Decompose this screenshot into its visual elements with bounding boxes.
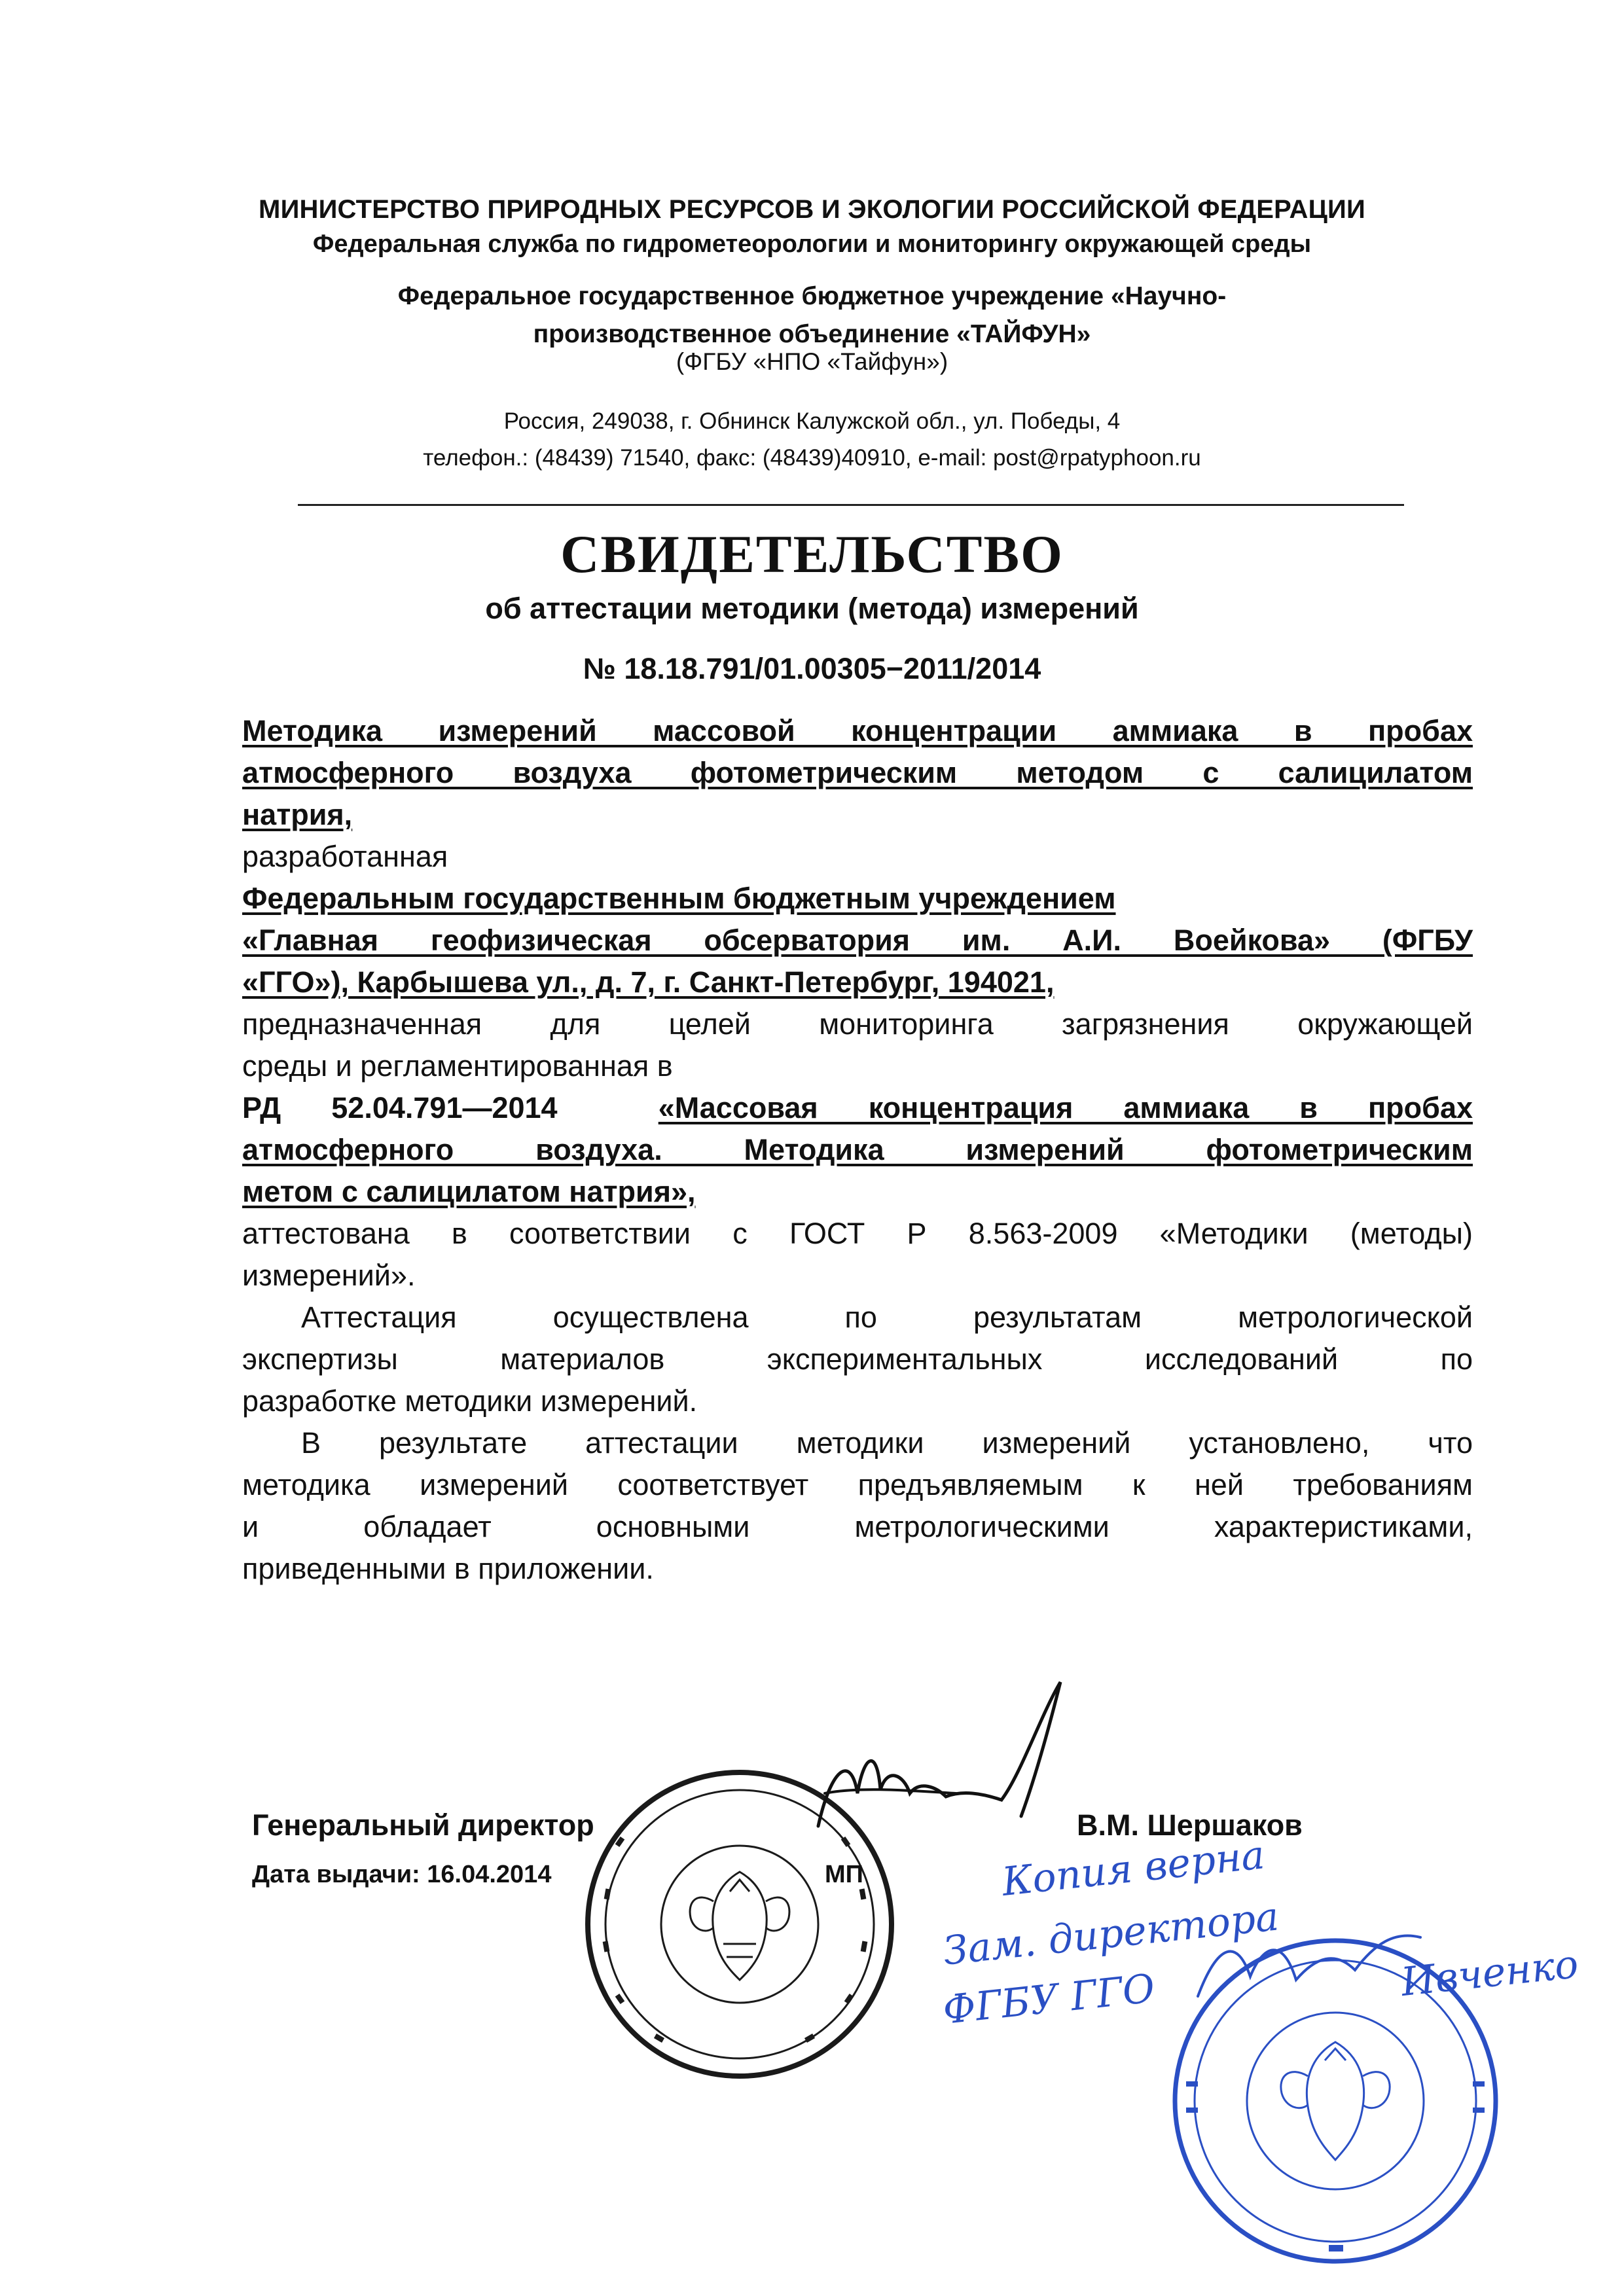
certificate-number: № 18.18.791/01.00305−2011/2014 [583, 652, 1041, 685]
rd-title-line-3: метом с салицилатом натрия», [242, 1175, 696, 1208]
developer-line-3: «ГГО»), Карбышева ул., д. 7, г. Санкт-Петербург, 194021, [242, 965, 1055, 999]
document-title: СВИДЕТЕЛЬСТВО [560, 524, 1064, 584]
paragraph-2-line-2: методика измерений соответствует предъявляемым к ней требованиям [242, 1468, 1473, 1501]
developer-line-2: «Главная геофизическая обсерватория им. А.И. Воейкова» (ФГБУ [242, 924, 1473, 957]
method-title-line-1: Методика измерений массовой концентрации аммиака в пробах [242, 714, 1473, 747]
paragraph-2-line-4: приведенными в приложении. [242, 1552, 654, 1585]
certified-line-2: измерений». [242, 1259, 416, 1292]
director-signature [805, 1676, 1080, 1846]
copy-certified-organization: ФГБУ ГГО [941, 1965, 1157, 2034]
document-subtitle: об аттестации методики (метода) измерений [485, 592, 1139, 625]
rd-code: РД 52.04.791—2014 [242, 1091, 558, 1124]
rd-title-line-1: «Массовая концентрация аммиака в пробах [658, 1091, 1473, 1124]
institution-line-2: производственное объединение «ТАЙФУН» [533, 320, 1091, 348]
method-title-line-2: атмосферного воздуха фотометрическим методом с салицилатом [242, 756, 1473, 789]
certified-line-1: аттестована в соответствии с ГОСТ Р 8.563-2009 «Методики (методы) [242, 1217, 1473, 1250]
director-position: Генеральный директор [252, 1808, 594, 1842]
institution-short: (ФГБУ «НПО «Тайфун») [676, 348, 948, 375]
developed-by-label: разработанная [242, 840, 448, 873]
director-name: В.М. Шершаков [1077, 1808, 1303, 1842]
developer-line-1: Федеральным государственным бюджетным учреждением [242, 882, 1116, 915]
paragraph-2-line-3: и обладает основными метрологическими характеристиками, [242, 1510, 1473, 1543]
paragraph-1-line-2: экспертизы материалов экспериментальных исследований по [242, 1342, 1473, 1376]
paragraph-2-line-1: В результате аттестации методики измерений установлено, что [301, 1426, 1473, 1460]
ministry-name: МИНИСТЕРСТВО ПРИРОДНЫХ РЕСУРСОВ И ЭКОЛОГИИ РОССИЙСКОЙ ФЕДЕРАЦИИ [259, 195, 1365, 224]
issue-date: Дата выдачи: 16.04.2014 [252, 1861, 552, 1888]
copy-certified-signer: Ивченко [1399, 1941, 1581, 2006]
paragraph-1-line-1: Аттестация осуществлена по результатам метрологической [301, 1300, 1473, 1334]
copy-certified-signature [1191, 1918, 1427, 2016]
stamp-place-label: МП [825, 1861, 863, 1888]
rd-title-line-2: атмосферного воздуха. Методика измерений фотометрическим [242, 1133, 1473, 1166]
paragraph-1-line-3: разработке методики измерений. [242, 1384, 698, 1418]
header-divider [298, 504, 1404, 506]
purpose-line-2: среды и регламентированная в [242, 1049, 673, 1083]
purpose-line-1: предназначенная для целей мониторинга загрязнения окружающей [242, 1007, 1473, 1041]
method-title-line-3: натрия, [242, 798, 353, 831]
institution-line-1: Федеральное государственное бюджетное учреждение «Научно- [397, 282, 1227, 310]
service-name: Федеральная служба по гидрометеорологии и мониторингу окружающей среды [312, 230, 1312, 258]
contacts: телефон.: (48439) 71540, факс: (48439)40910, e-mail: post@rpatyphoon.ru [423, 445, 1201, 471]
copy-certified-position: Зам. директора [941, 1893, 1281, 1975]
certificate-body [242, 710, 1473, 1590]
institution-name [0, 278, 1624, 353]
address: Россия, 249038, г. Обнинск Калужской обл., ул. Победы, 4 [503, 408, 1121, 434]
copy-certified-note: Копия верна [1000, 1832, 1267, 1905]
